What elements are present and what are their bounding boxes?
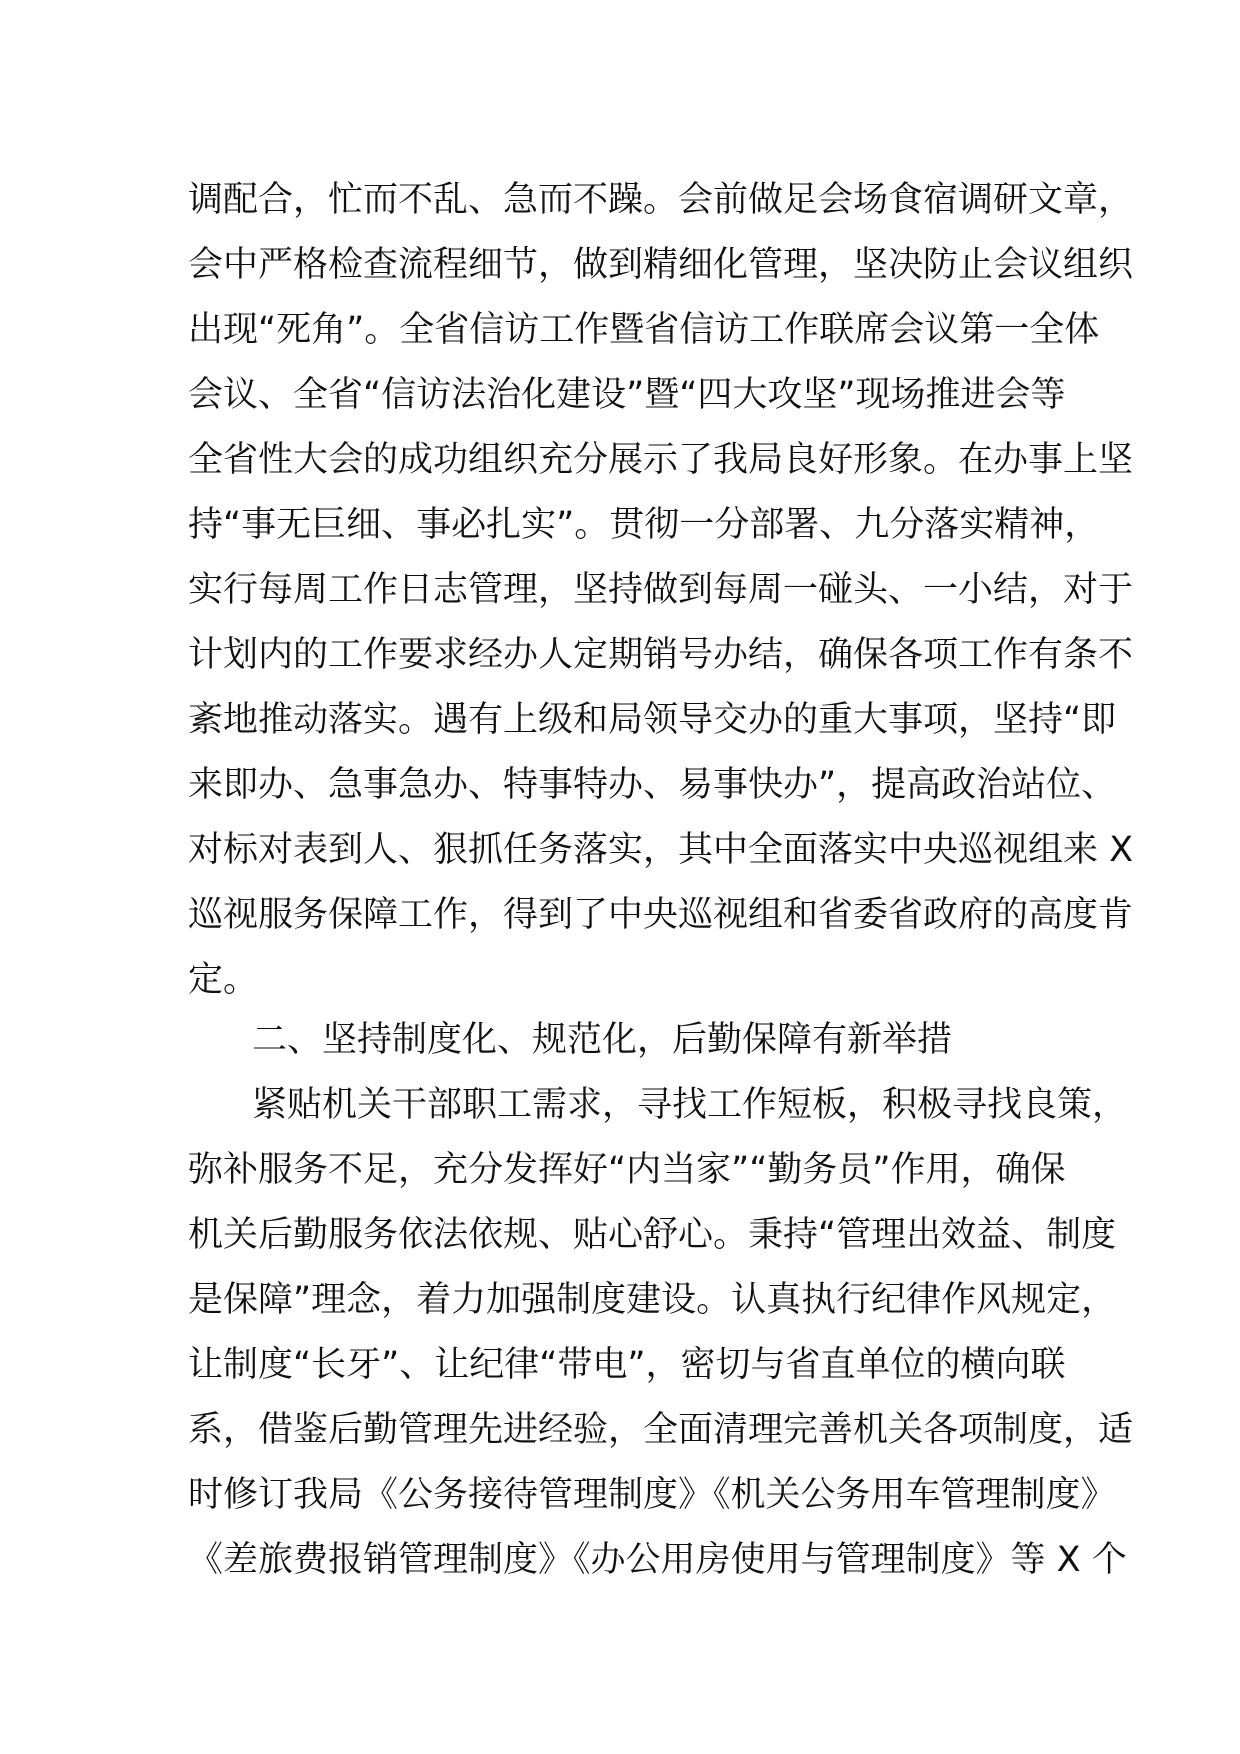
section-heading: 二、坚持制度化、规范化，后勤保障有新举措	[252, 1020, 953, 1060]
paragraph-line: 全省性大会的成功组织充分展示了我局良好形象。在办事上坚	[188, 440, 1134, 480]
paragraph-line: 定。	[188, 960, 259, 1000]
section-paragraph	[188, 1073, 1134, 1593]
paragraph-line: 会议、全省“信访法治化建设”暨“四大攻坚”现场推进会等	[188, 375, 1066, 415]
paragraph-line: 调配合，忙而不乱、急而不躁。会前做足会场食宿调研文章，	[188, 180, 1134, 220]
paragraph-line: 计划内的工作要求经办人定期销号办结，确保各项工作有条不	[188, 635, 1134, 675]
paragraph-line: 《差旅费报销管理制度》《办公用房使用与管理制度》等 X 个	[188, 1540, 1127, 1580]
paragraph-line: 来即办、急事急办、特事特办、易事快办”，提高政治站位、	[188, 765, 1117, 805]
paragraph-line: 弥补服务不足，充分发挥好“内当家”“勤务员”作用，确保	[188, 1150, 1066, 1190]
paragraph-line: 时修订我局《公务接待管理制度》《机关公务用车管理制度》	[188, 1475, 1116, 1515]
paragraph-line: 实行每周工作日志管理，坚持做到每周一碰头、一小结，对于	[188, 570, 1134, 610]
paragraph-line: 让制度“长牙”、让纪律“带电”，密切与省直单位的横向联	[188, 1345, 1066, 1385]
continuation-paragraph	[188, 168, 1134, 1013]
paragraph-line: 出现“死角”。全省信访工作暨省信访工作联席会议第一全体	[188, 310, 1100, 350]
section-heading-block	[188, 1008, 1058, 1073]
paragraph-line: 紊地推动落实。遇有上级和局领导交办的重大事项，坚持“即	[188, 700, 1117, 740]
paragraph-line: 巡视服务保障工作，得到了中央巡视组和省委省政府的高度肯	[188, 895, 1134, 935]
paragraph-line: 系，借鉴后勤管理先进经验，全面清理完善机关各项制度，适	[188, 1410, 1134, 1450]
paragraph-line: 会中严格检查流程细节，做到精细化管理，坚决防止会议组织	[188, 245, 1134, 285]
paragraph-first-line: 紧贴机关干部职工需求，寻找工作短板，积极寻找良策，	[252, 1085, 1128, 1125]
paragraph-line: 对标对表到人、狠抓任务落实，其中全面落实中央巡视组来 X	[188, 830, 1134, 870]
paragraph-line: 是保障”理念，着力加强制度建设。认真执行纪律作风规定，	[188, 1280, 1117, 1320]
paragraph-line: 持“事无巨细、事必扎实”。贯彻一分部署、九分落实精神，	[188, 505, 1100, 545]
paragraph-line: 机关后勤服务依法依规、贴心舒心。秉持“管理出效益、制度	[188, 1215, 1117, 1255]
